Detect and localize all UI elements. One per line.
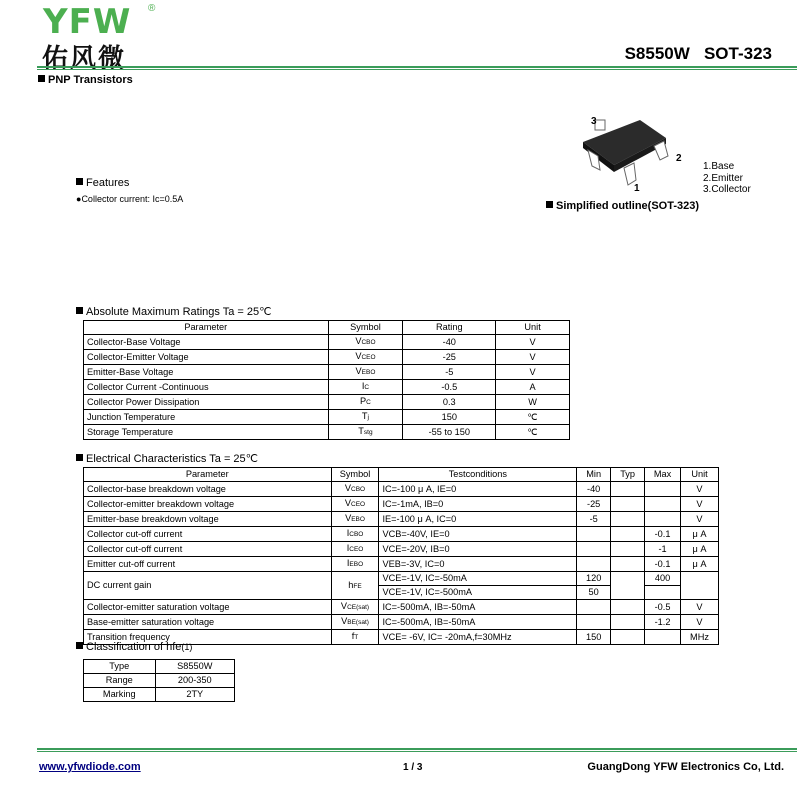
- table-row: Emitter-base breakdown voltage VEBO IE=-100 μ A, IC=0 -5 V: [84, 512, 719, 527]
- table-row: Emitter cut-off current IEBO VEB=-3V, IC=0 -0.1 μ A: [84, 557, 719, 572]
- features-heading: Features: [76, 177, 129, 189]
- table-row: Collector cut-off current ICEO VCE=-20V, IB=0 -1 μ A: [84, 542, 719, 557]
- table-row: Base-emitter saturation voltage VBE(sat) IC=-500mA, IB=-50mA -1.2 V: [84, 615, 719, 630]
- table-row: Collector Current -Continuous IC -0.5 A: [84, 380, 570, 395]
- table-row: Junction Temperature Tj 150 ℃: [84, 410, 570, 425]
- abs-max-table: [83, 320, 570, 440]
- bullet-dot-icon: ●: [76, 194, 82, 204]
- table-row: Range 200-350: [84, 674, 235, 688]
- logo-chinese-name: 佑风微: [42, 44, 127, 74]
- table-row: Type S8550W: [84, 660, 235, 674]
- table-row: Collector cut-off current ICBO VCB=-40V, IE=0 -0.1 μ A: [84, 527, 719, 542]
- table-header-row: Parameter Symbol Testconditions Min Typ Max Unit: [84, 468, 719, 482]
- header-divider-thin: [37, 69, 797, 70]
- bullet-square-icon: [76, 307, 83, 314]
- bullet-square-icon: [76, 178, 83, 185]
- pin-number-3: 3: [591, 116, 597, 127]
- abs-max-heading: Absolute Maximum Ratings Ta = 25℃: [76, 305, 272, 318]
- table-row: Storage Temperature Tstg -55 to 150 ℃: [84, 425, 570, 440]
- bullet-square-icon: [546, 201, 553, 208]
- pin-number-1: 1: [634, 183, 640, 194]
- table-row: Marking 2TY: [84, 688, 235, 702]
- registered-mark: ®: [148, 3, 156, 14]
- device-type: PNP Transistors: [38, 74, 133, 86]
- elec-table: [83, 467, 719, 645]
- classification-table: [83, 659, 235, 702]
- elec-heading: Electrical Characteristics Ta = 25℃: [76, 452, 258, 465]
- table-row: Collector Power Dissipation PC 0.3 W: [84, 395, 570, 410]
- logo: YFW: [43, 2, 132, 42]
- table-row: Collector-base breakdown voltage VCBO IC=-100 μ A, IE=0 -40 V: [84, 482, 719, 497]
- table-row: Transition frequency fT VCE= -6V, IC= -20mA,f=30MHz 150 MHz: [84, 630, 719, 645]
- table-row: Collector-emitter saturation voltage VCE(sat) IC=-500mA, IB=-50mA -0.5 V: [84, 600, 719, 615]
- table-row: Collector-Base Voltage VCBO -40 V: [84, 335, 570, 350]
- footer-divider: [37, 748, 797, 750]
- bullet-square-icon: [76, 454, 83, 461]
- page-number: 1 / 3: [403, 762, 423, 773]
- bullet-square-icon: [76, 642, 83, 649]
- feature-item: ●Collector current: Ic=0.5A: [76, 194, 184, 204]
- footer-divider-thin: [37, 751, 797, 752]
- classification-heading: Classification of hfe(1): [76, 641, 192, 653]
- package-caption: Simplified outline(SOT-323): [546, 200, 699, 212]
- table-row: DC current gain hFE VCE=-1V, IC=-50mA 120 400: [84, 572, 719, 586]
- website-link[interactable]: www.yfwdiode.com: [39, 761, 141, 773]
- table-row: VCE=-1V, IC=-500mA 50: [84, 586, 719, 600]
- pin-1-lead: [624, 163, 636, 185]
- page-title: S8550W SOT-323: [624, 44, 772, 63]
- header-divider: [37, 66, 797, 68]
- table-row: Collector-Emitter Voltage VCEO -25 V: [84, 350, 570, 365]
- table-row: Collector-emitter breakdown voltage VCEO IC=-1mA, IB=0 -25 V: [84, 497, 719, 512]
- company-name: GuangDong YFW Electronics Co, Ltd.: [587, 761, 784, 773]
- table-row: Emitter-Base Voltage VEBO -5 V: [84, 365, 570, 380]
- bullet-square-icon: [38, 75, 45, 82]
- pin-number-2: 2: [676, 153, 682, 164]
- pin-legend: 1.Base 2.Emitter 3.Collector: [703, 161, 751, 195]
- table-header-row: Parameter Symbol Rating Unit: [84, 321, 570, 335]
